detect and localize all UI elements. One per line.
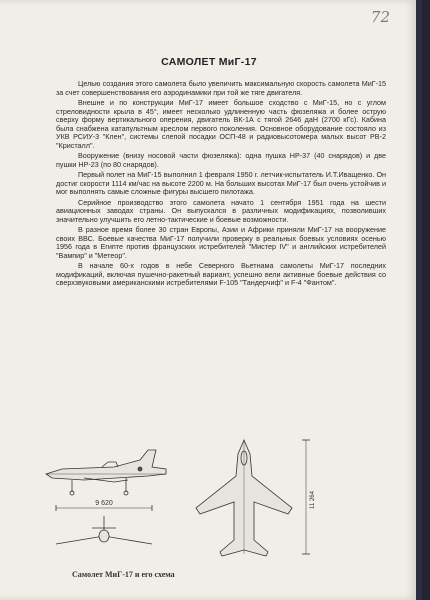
paragraph: Внешне и по конструкции МиГ-17 имеет большое сходство с МиГ-15, но с углом стреловидности крыла в 45°, имеет несколько удлиненную часть фюзеляжа и более острую сверху форму вертикального оперения, двигатель ВК-1А с тягой 2646 даН (2700 кГс). Кабина была снабжена катапультным креслом первого поколения. Основное оборудование состояло из УКВ РСИУ-3 "Клен", системы слепой посадки ОСП-48 и радиовысотомера малых высот РВ-2 "Кристалл". bbox=[56, 98, 386, 150]
paragraph: Целью создания этого самолета было увеличить максимальную скорость самолета МиГ-15 за счет совершенствования его аэродинамики при той же тяге двигателя. bbox=[56, 79, 386, 97]
side-view-drawing bbox=[46, 450, 166, 495]
article-body bbox=[56, 80, 386, 290]
page-number: 72 bbox=[370, 8, 390, 26]
top-view-drawing bbox=[196, 440, 310, 556]
binding-strip bbox=[416, 0, 422, 600]
paragraph: Вооружение (внизу носовой части фюзеляжа): одна пушка НР-37 (40 снарядов) и две пушки НР-23 (по 80 снарядов). bbox=[56, 151, 386, 169]
paragraph: Серийное производство этого самолета начато 1 сентября 1951 года на шести авиационных заводах страны. Он выпускался в различных модификациях, позволивших значительно улучшить его летно-тактические и боевые возможности. bbox=[56, 197, 386, 224]
span-dimension-label: 9 620 bbox=[95, 500, 113, 507]
aircraft-three-view-drawing bbox=[44, 436, 374, 564]
front-view-drawing bbox=[56, 505, 152, 544]
length-dimension-label: 11 264 bbox=[310, 491, 316, 509]
paragraph: Первый полет на МиГ-15 выполнил 1 февраля 1950 г. летчик-испытатель И.Т.Иващенко. Он достиг скорости 1114 км/час на высоте 2200 м. На больших высотах МиГ-17 был очень устойчив и мог выполнять самые сложные фигуры высшего пилотажа. bbox=[56, 170, 386, 196]
figure-caption: Самолет МиГ-17 и его схема bbox=[72, 570, 175, 579]
paragraph: В начале 60-х годов в небе Северного Вьетнама самолеты МиГ-17 последних модификаций, включая пушечно-ракетный вариант, успешно вели активные боевые действия со сверхзвуковыми американскими истребителями F-105 "Тандерчиф" и F-4 "Фантом". bbox=[56, 261, 386, 287]
page-title: САМОЛЕТ МиГ-17 bbox=[161, 56, 257, 68]
paragraph: В разное время более 30 стран Европы, Азии и Африки приняли МиГ-17 на вооружение своих ВВС. Боевые качества МиГ-17 получили проверку в реальных боевых условиях осенью 1956 года в Египте против французских истребителей "Мистер IV" и английских истребителей "Вампир" и "Метеор". bbox=[56, 225, 386, 260]
